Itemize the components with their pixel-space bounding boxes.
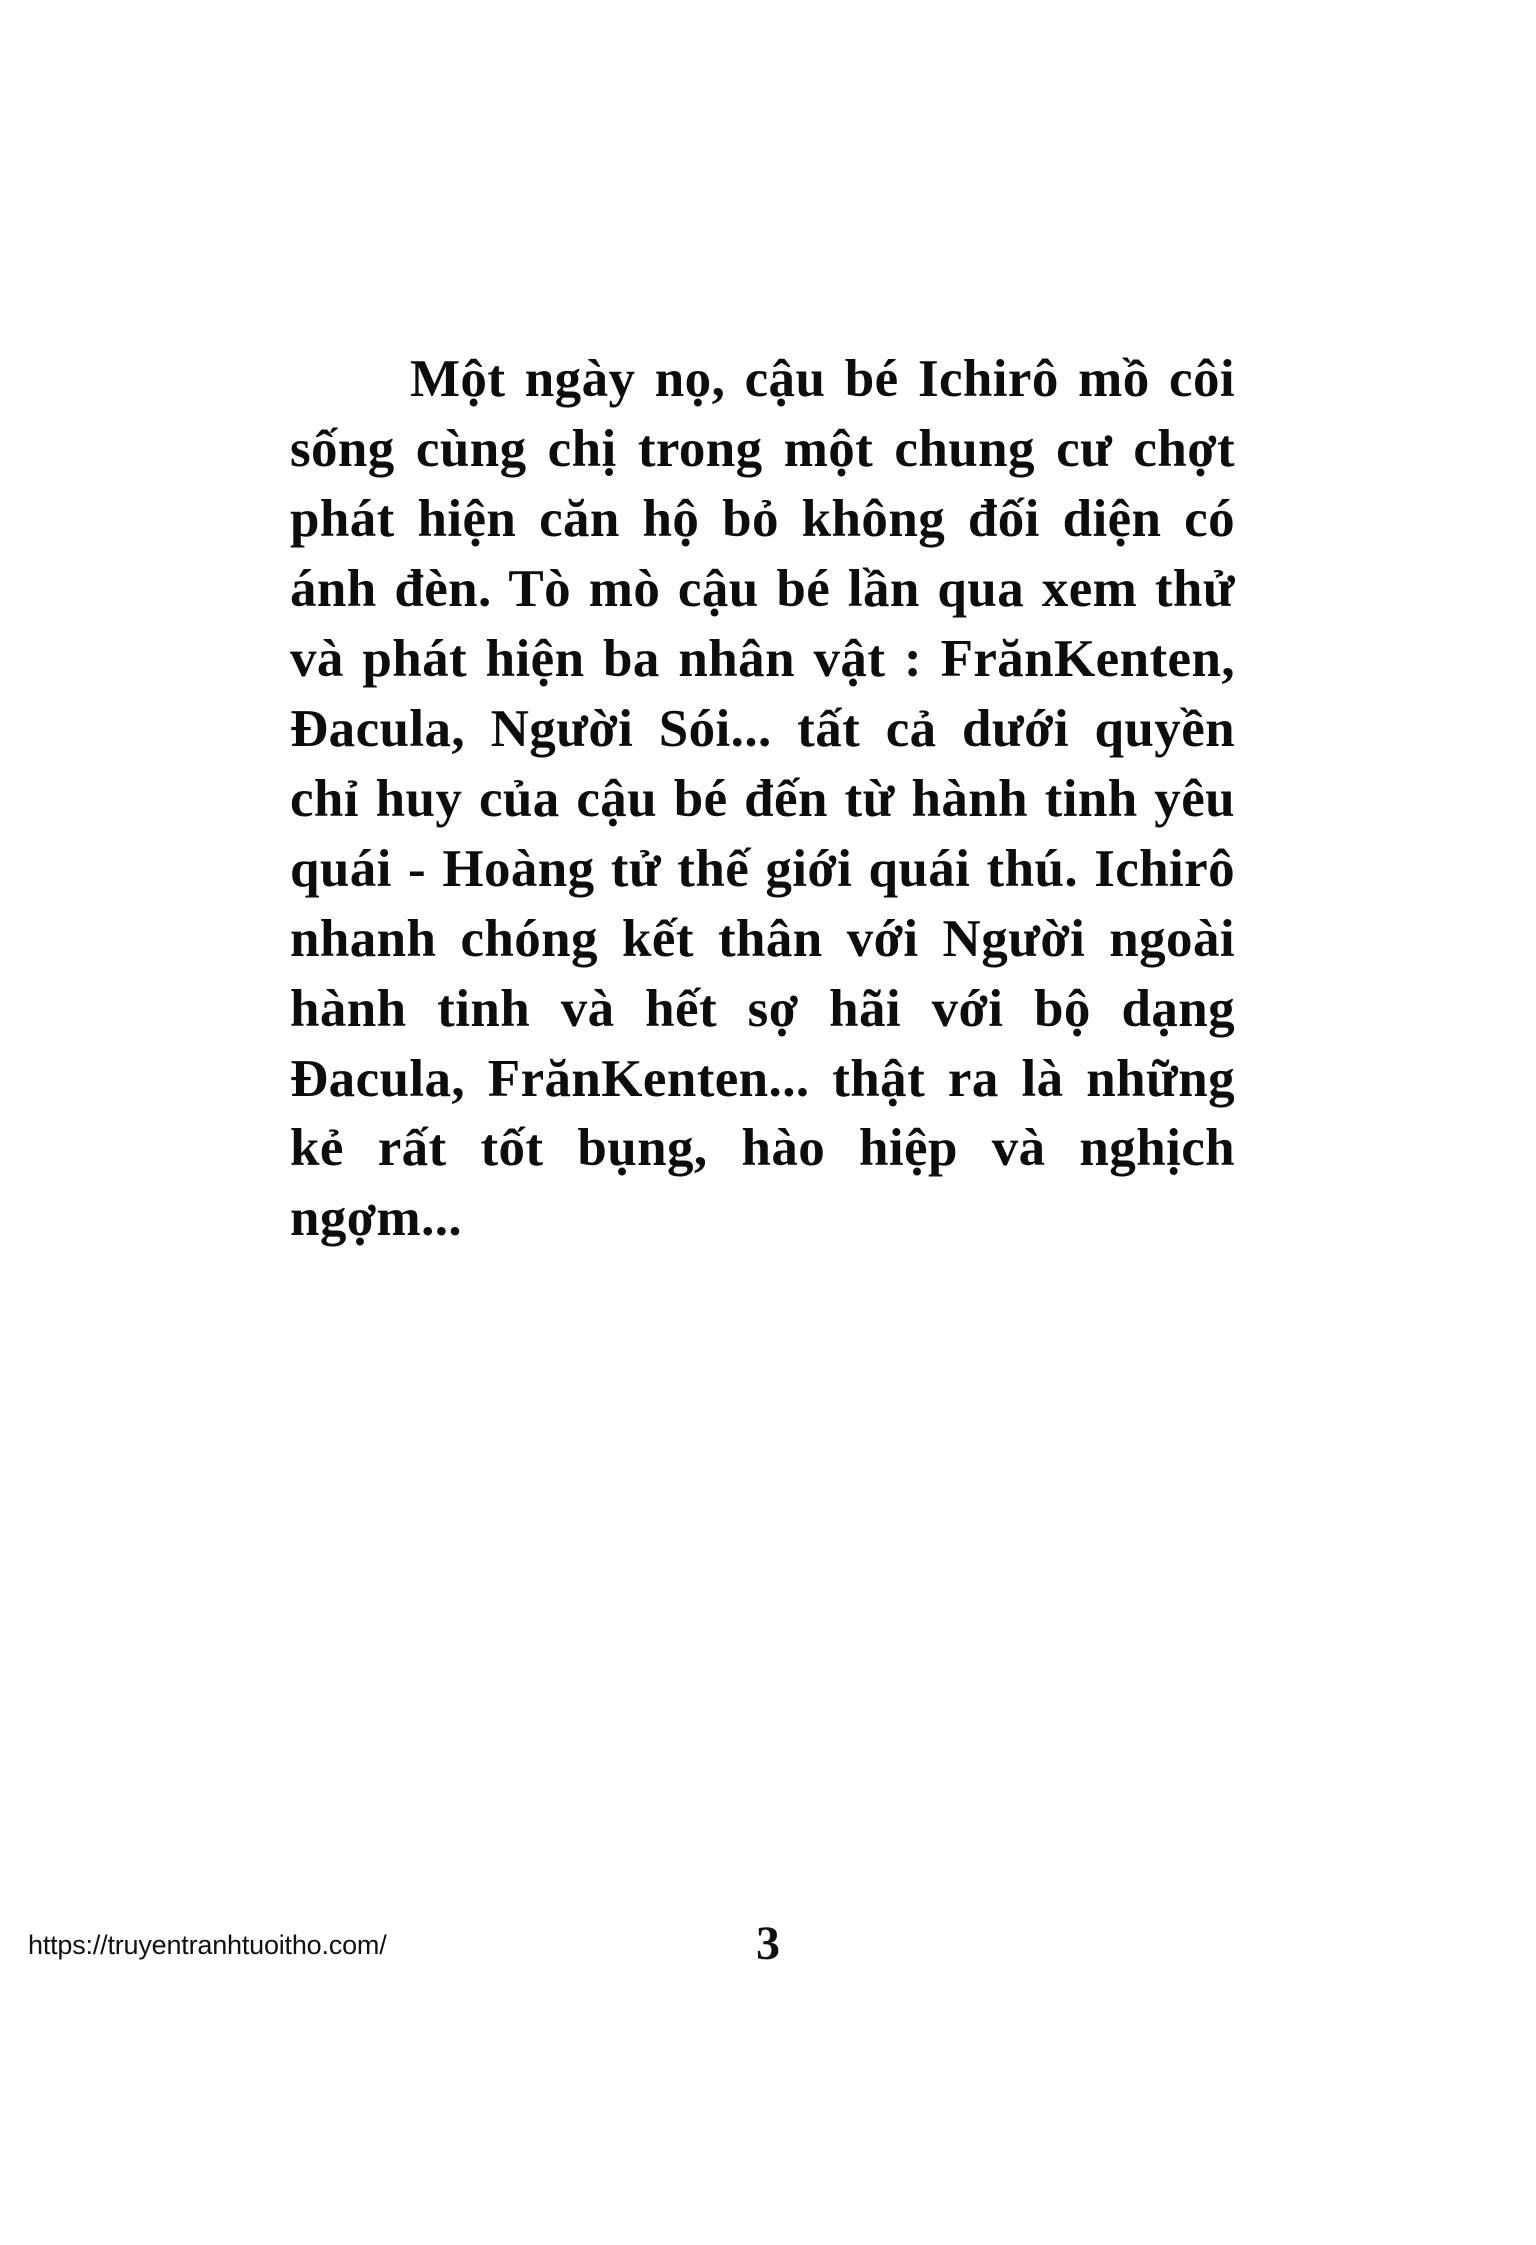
page-number: 3 bbox=[756, 1917, 780, 1970]
source-url-link[interactable]: https://truyentranhtuoitho.com/ bbox=[28, 1930, 387, 1960]
page-body-text: Một ngày nọ, cậu bé Ichirô mồ côi sống cùng chị trong một chung cư chợt phát hiện căn hộ bỏ không đối diện có ánh đèn. Tò mò cậu bé lần qua xem thử và phát hiện ba nhân vật : FrănKenten, Đacula, Người Sói... tất cả dưới quyền chỉ huy của cậu bé đến từ hành tinh yêu quái - Hoàng tử thế giới quái thú. Ichirô nhanh chóng kết thân với Người ngoài hành tinh và hết sợ hãi với bộ dạng Đacula, FrănKenten... thật ra là những kẻ rất tốt bụng, hào hiệp và nghịch ngợm... bbox=[290, 350, 1235, 1248]
page-footer bbox=[0, 1917, 1536, 1990]
